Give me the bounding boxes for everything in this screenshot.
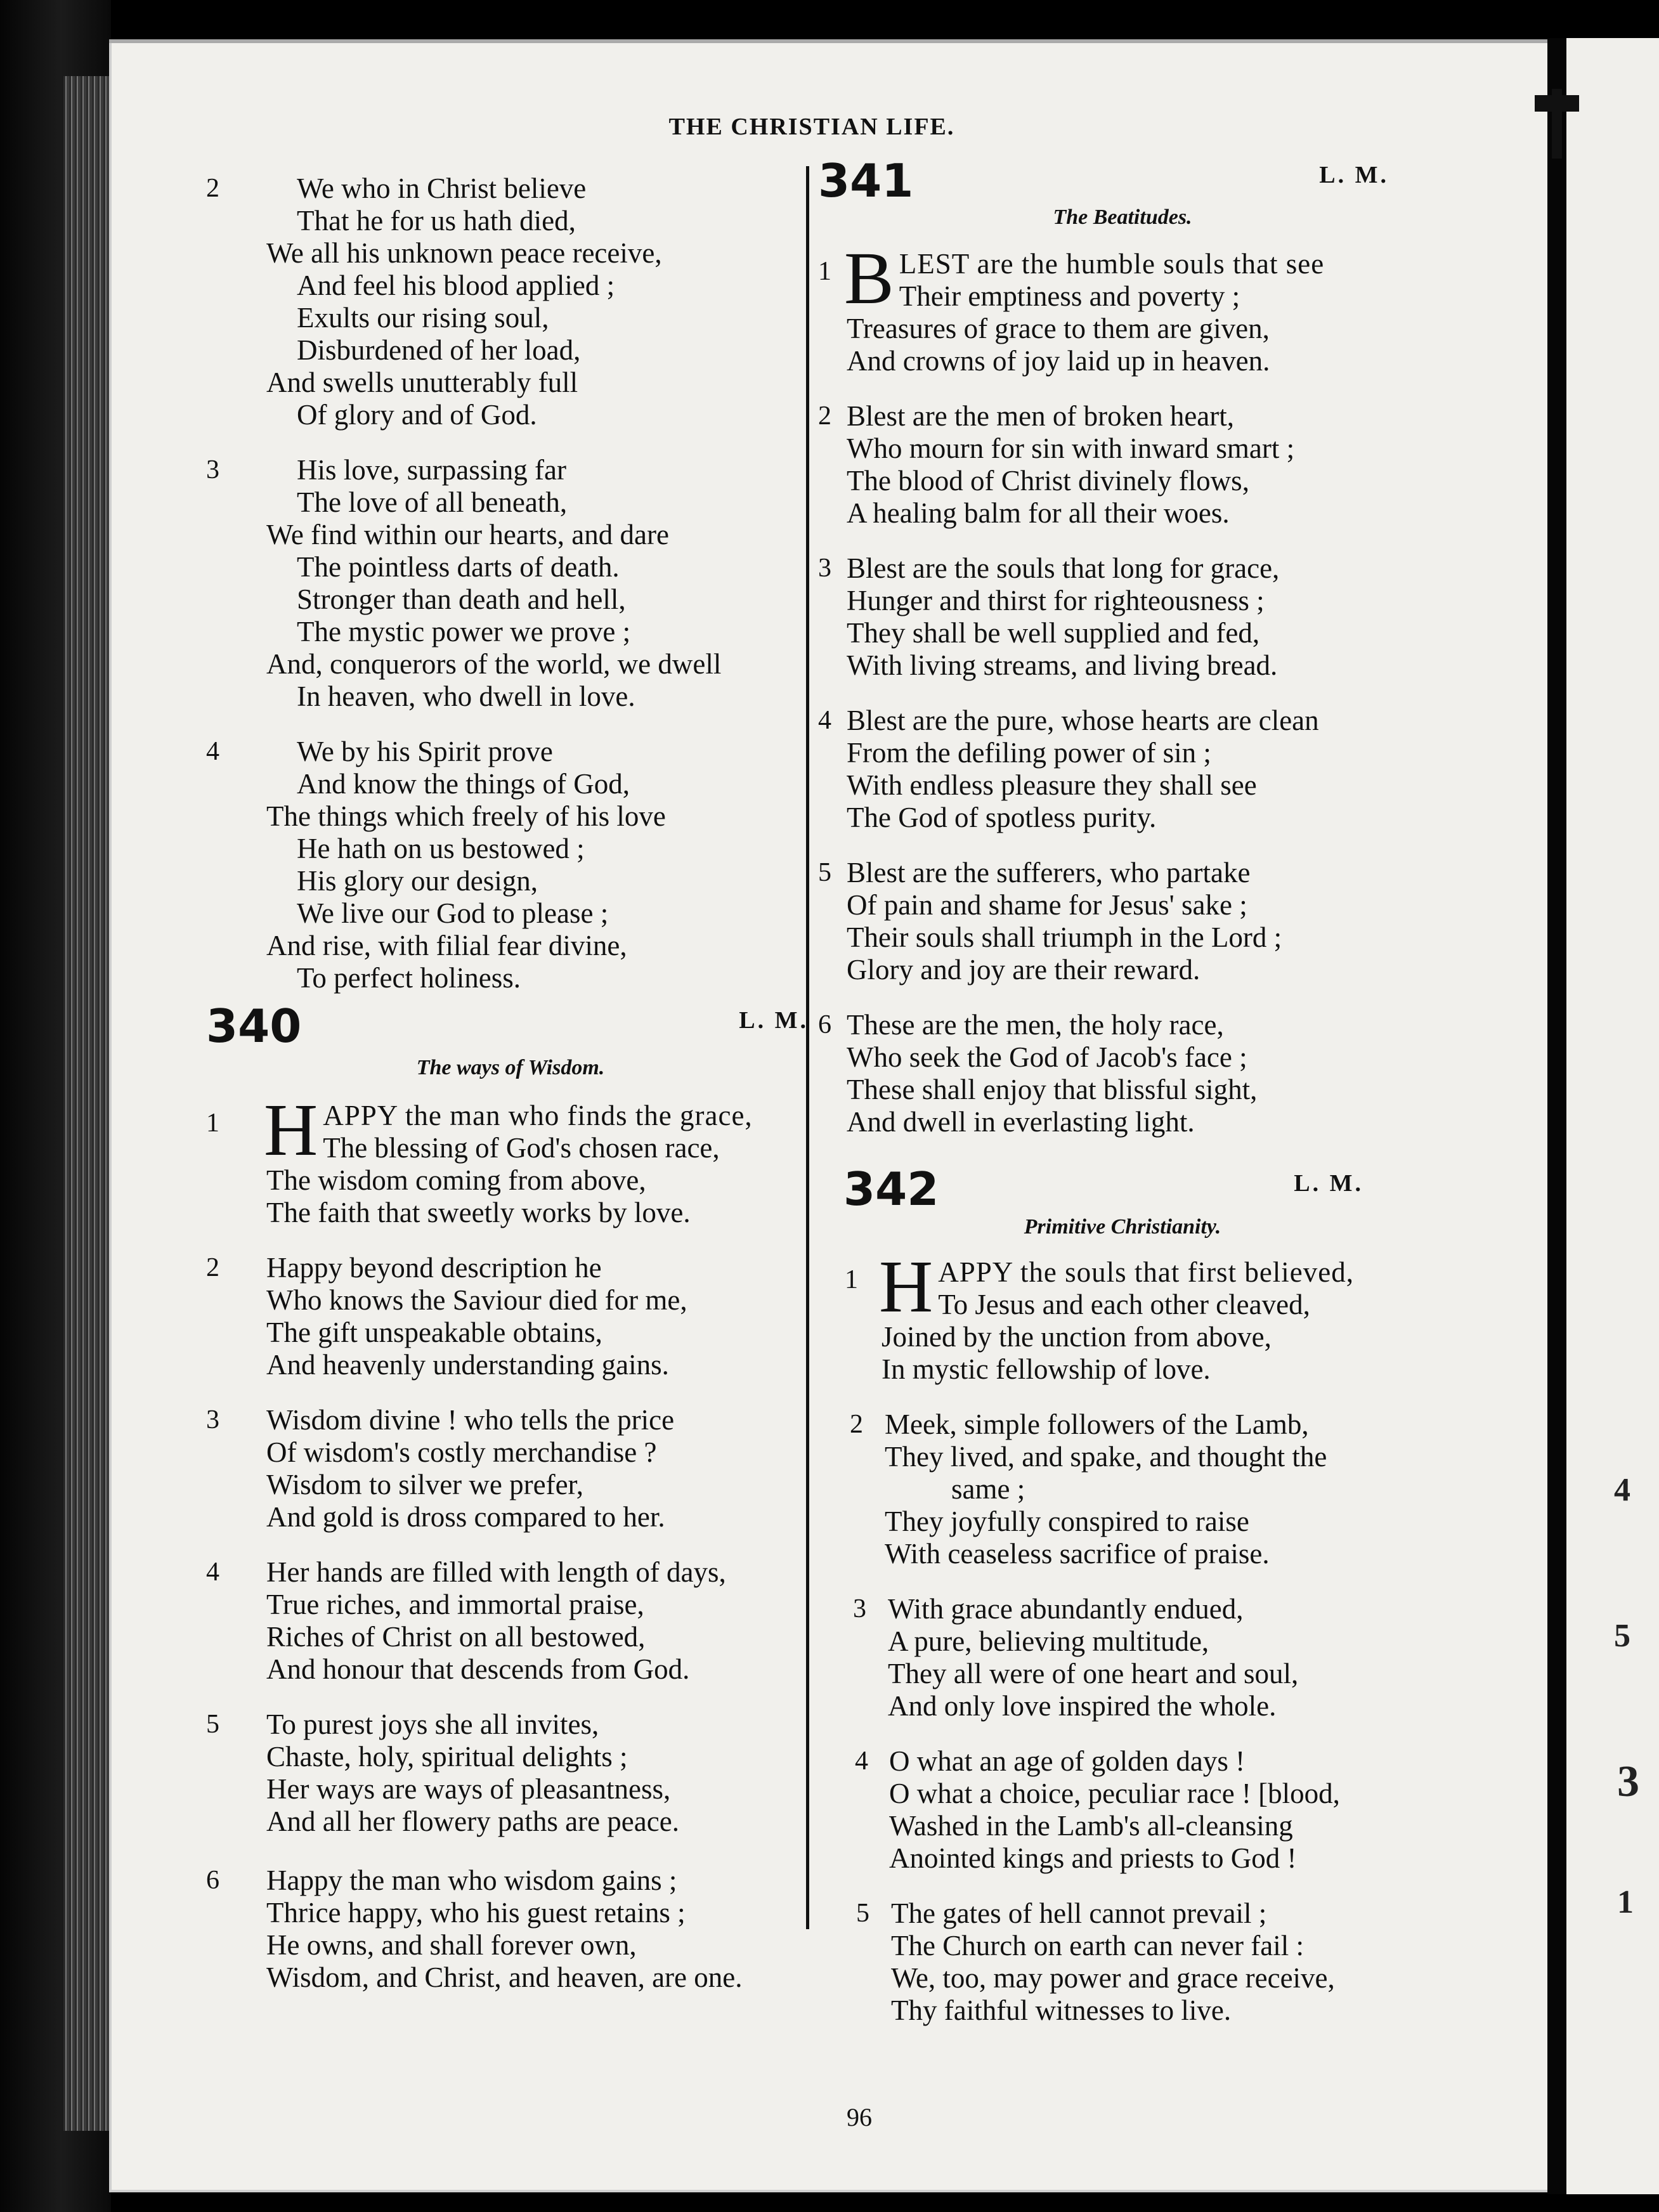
stanza — [818, 857, 1427, 986]
stanza — [818, 705, 1427, 834]
verse-line: APPY the man who finds the grace, — [323, 1100, 753, 1131]
running-head: THE CHRISTIAN LIFE. — [668, 114, 955, 140]
right-column — [818, 155, 1427, 2050]
stanza-number: 6 — [206, 1866, 219, 1895]
facing-page-fragment: 3 — [1617, 1757, 1639, 1806]
verse-line: They joyfully conspired to raise — [885, 1506, 1249, 1537]
stanza-number: 3 — [853, 1594, 866, 1623]
stanza — [818, 1593, 1427, 1722]
verse-line: Blest are the pure, whose hearts are clean — [847, 705, 1319, 736]
verse-line: Happy beyond description he — [266, 1252, 602, 1284]
verse-line: Who knows the Saviour died for me, — [266, 1284, 687, 1316]
verse-line: Of wisdom's costly merchandise ? — [266, 1436, 657, 1468]
stanza-number: 2 — [850, 1410, 863, 1439]
drop-cap: H — [264, 1088, 318, 1171]
stanza-number: 2 — [206, 174, 219, 203]
verse-line: The gift unspeakable obtains, — [266, 1317, 602, 1348]
stanza-number: 3 — [206, 1405, 219, 1435]
verse-line: The pointless darts of death. — [297, 551, 620, 583]
verse-line: Anointed kings and priests to God ! — [889, 1842, 1297, 1874]
verse-line: Happy the man who wisdom gains ; — [266, 1864, 677, 1896]
stanza-number: 5 — [818, 858, 831, 887]
verse-line: With endless pleasure they shall see — [847, 769, 1257, 801]
verse-line: The faith that sweetly works by love. — [266, 1197, 691, 1228]
stanza-number: 3 — [206, 455, 219, 485]
stanza — [206, 1708, 815, 1838]
verse-line: Treasures of grace to them are given, — [847, 313, 1270, 344]
stanza — [206, 1404, 815, 1533]
verse-line: A pure, believing multitude, — [888, 1625, 1209, 1657]
stanza — [206, 1088, 815, 1229]
facing-page-fragment: 1 — [1617, 1884, 1634, 1920]
binding-clip — [1552, 89, 1562, 159]
stanza — [206, 172, 815, 431]
verse-line: His glory our design, — [297, 865, 538, 897]
hymn-title: The Beatitudes. — [1053, 205, 1192, 229]
verse-line: And crowns of joy laid up in heaven. — [847, 345, 1270, 377]
hymn-number: 340 — [206, 999, 302, 1053]
verse-line: Chaste, holy, spiritual delights ; — [266, 1741, 628, 1773]
stanza-number: 4 — [855, 1747, 868, 1776]
hymn-342-last-stanza — [856, 1842, 1465, 1865]
verse-line: In mystic fellowship of love. — [882, 1353, 1211, 1385]
verse-line: Washed in the Lamb's all-cleansing — [889, 1810, 1293, 1842]
verse-line: Their souls shall triumph in the Lord ; — [847, 921, 1282, 953]
verse-line: Of glory and of God. — [297, 399, 537, 431]
hymn-340 — [206, 1001, 815, 1838]
verse-line: From the defiling power of sin ; — [847, 737, 1211, 769]
verse-line: And dwell in everlasting light. — [847, 1106, 1195, 1138]
verse-line: Meek, simple followers of the Lamb, — [885, 1409, 1309, 1440]
verse-line: In heaven, who dwell in love. — [297, 680, 635, 712]
verse-line: And gold is dross compared to her. — [266, 1501, 665, 1533]
stanza-number: 4 — [206, 737, 219, 766]
verse-line: And swells unutterably full — [266, 367, 578, 398]
stanza — [818, 1897, 1427, 2027]
hymn-342 — [818, 1164, 1427, 2027]
verse-line: To purest joys she all invites, — [266, 1708, 599, 1740]
stanza — [818, 237, 1427, 377]
hymn-title: Primitive Christianity. — [1024, 1215, 1221, 1239]
facing-page-fragment: 4 — [1614, 1472, 1630, 1508]
verse-line: Of pain and shame for Jesus' sake ; — [847, 889, 1247, 921]
hymn-title: The ways of Wisdom. — [416, 1056, 605, 1079]
stanza-number: 4 — [818, 706, 831, 735]
drop-cap: H — [879, 1245, 934, 1328]
page-number: 96 — [847, 2103, 872, 2131]
hymn-number: 341 — [818, 154, 914, 207]
verse-line: To perfect holiness. — [297, 962, 521, 994]
verse-line: And rise, with filial fear divine, — [266, 930, 627, 961]
verse-line: Riches of Christ on all bestowed, — [266, 1621, 646, 1653]
verse-line: We live our God to please ; — [297, 897, 609, 929]
stanza — [206, 1252, 815, 1381]
stanza-number: 2 — [818, 401, 831, 431]
verse-line: Wisdom divine ! who tells the price — [266, 1404, 675, 1436]
verse-line: And all her flowery paths are peace. — [266, 1805, 679, 1837]
verse-line: His love, surpassing far — [297, 454, 566, 486]
verse-line: Exults our rising soul, — [297, 302, 549, 334]
stanza-number: 2 — [206, 1253, 219, 1282]
stanza — [206, 1864, 815, 1994]
drop-cap: B — [844, 237, 894, 320]
verse-line: And feel his blood applied ; — [297, 270, 615, 301]
verse-line: Blest are the men of broken heart, — [847, 400, 1235, 432]
verse-line: And honour that descends from God. — [266, 1653, 690, 1685]
stanza — [818, 1245, 1427, 1386]
verse-line: Joined by the unction from above, — [882, 1321, 1272, 1353]
stanza-number: 1 — [818, 257, 831, 286]
verse-line: We, too, may power and grace receive, — [891, 1962, 1335, 1994]
verse-line: That he for us hath died, — [297, 205, 576, 237]
verse-line: LEST are the humble souls that see — [899, 248, 1325, 280]
verse-line: Wisdom to silver we prefer, — [266, 1469, 583, 1500]
verse-line: They all were of one heart and soul, — [888, 1658, 1299, 1689]
left-column — [206, 172, 815, 1861]
stanza-number: 6 — [818, 1010, 831, 1039]
verse-line: They lived, and spake, and thought the — [885, 1441, 1327, 1473]
verse-line: Hunger and thirst for righteousness ; — [847, 585, 1265, 616]
verse-line: With living streams, and living bread. — [847, 649, 1278, 681]
verse-line: And, conquerors of the world, we dwell — [266, 648, 722, 680]
verse-line: Who mourn for sin with inward smart ; — [847, 433, 1295, 464]
verse-line: They shall be well supplied and fed, — [847, 617, 1260, 649]
verse-line: Thy faithful witnesses to live. — [891, 1994, 1232, 2026]
verse-line: Glory and joy are their reward. — [847, 954, 1200, 986]
verse-line: The mystic power we prove ; — [297, 616, 631, 647]
stanza — [818, 1409, 1427, 1570]
verse-line: The blessing of God's chosen race, — [323, 1132, 720, 1164]
verse-line: Disburdened of her load, — [297, 334, 581, 366]
verse-line: He owns, and shall forever own, — [266, 1929, 637, 1961]
hymn-339-continued — [206, 172, 815, 994]
stanza — [206, 736, 815, 994]
stanza-number: 3 — [818, 554, 831, 583]
stanza-number: 4 — [206, 1558, 219, 1587]
hymn-meter: L. M. — [739, 1007, 809, 1034]
verse-line: These are the men, the holy race, — [847, 1009, 1224, 1041]
verse-line: Stronger than death and hell, — [297, 583, 626, 615]
hymn-meter: L. M. — [1319, 162, 1389, 188]
facing-page-edge — [1566, 38, 1659, 2194]
verse-line: same ; — [951, 1473, 1025, 1505]
verse-line: True riches, and immortal praise, — [266, 1589, 644, 1620]
verse-line: We all his unknown peace receive, — [266, 237, 662, 269]
verse-line: And only love inspired the whole. — [888, 1690, 1277, 1722]
verse-line: And know the things of God, — [297, 768, 630, 800]
hymn-340-last-stanza — [206, 1864, 815, 2017]
verse-line: Thrice happy, who his guest retains ; — [266, 1897, 686, 1929]
verse-line: With ceaseless sacrifice of praise. — [885, 1538, 1270, 1570]
stanza-number: 1 — [206, 1109, 219, 1138]
verse-line: We by his Spirit prove — [297, 736, 553, 767]
stanza-number: 5 — [856, 1899, 869, 1928]
verse-line: Wisdom, and Christ, and heaven, are one. — [266, 1962, 743, 1993]
verse-line: A healing balm for all their woes. — [847, 497, 1230, 529]
verse-line: And heavenly understanding gains. — [266, 1349, 669, 1381]
verse-line: O what an age of golden days ! — [889, 1745, 1246, 1777]
verse-line: We who in Christ believe — [297, 172, 587, 204]
verse-line: The love of all beneath, — [297, 486, 568, 518]
hymn-meter: L. M. — [1294, 1170, 1363, 1197]
verse-line: He hath on us bestowed ; — [297, 833, 585, 864]
verse-line: These shall enjoy that blissful sight, — [847, 1074, 1258, 1105]
stanza-number: 1 — [845, 1265, 858, 1294]
verse-line: Who seek the God of Jacob's face ; — [847, 1041, 1247, 1073]
hymn-number: 342 — [843, 1162, 939, 1216]
verse-line: Their emptiness and poverty ; — [899, 280, 1240, 312]
verse-line: The gates of hell cannot prevail ; — [891, 1897, 1267, 1929]
verse-line: The wisdom coming from above, — [266, 1164, 646, 1196]
verse-line: Her ways are ways of pleasantness, — [266, 1773, 671, 1805]
verse-line: With grace abundantly endued, — [888, 1593, 1244, 1625]
verse-line: The blood of Christ divinely flows, — [847, 465, 1249, 497]
verse-line: The Church on earth can never fail : — [891, 1930, 1304, 1962]
verse-line: The God of spotless purity. — [847, 802, 1157, 833]
verse-line: Her hands are filled with length of days, — [266, 1556, 726, 1588]
verse-line: The things which freely of his love — [266, 800, 666, 832]
verse-line: Blest are the souls that long for grace, — [847, 552, 1280, 584]
stanza — [206, 454, 815, 713]
verse-line: Blest are the sufferers, who partake — [847, 857, 1251, 888]
facing-page-fragment: 5 — [1614, 1618, 1630, 1654]
verse-line: To Jesus and each other cleaved, — [938, 1289, 1310, 1320]
verse-line: O what a choice, peculiar race ! [blood, — [889, 1778, 1340, 1809]
stanza-number: 5 — [206, 1710, 219, 1739]
verse-line: APPY the souls that first believed, — [938, 1256, 1354, 1288]
verse-line: We find within our hearts, and dare — [266, 519, 669, 550]
stanza — [818, 552, 1427, 682]
stanza — [206, 1556, 815, 1686]
stanza — [818, 1009, 1427, 1138]
hymn-341 — [818, 155, 1427, 1138]
stanza — [818, 400, 1427, 530]
